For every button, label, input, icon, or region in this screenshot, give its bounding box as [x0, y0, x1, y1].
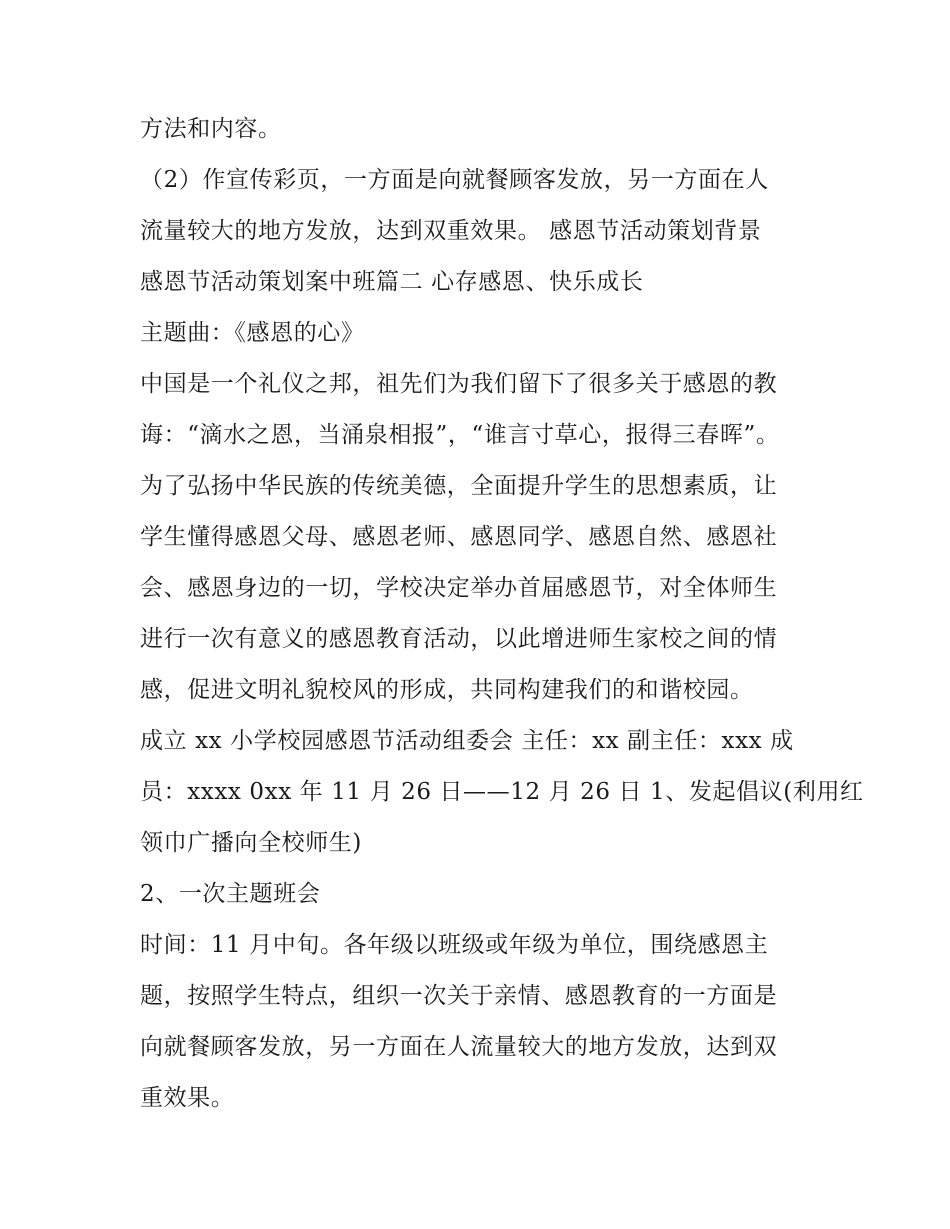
- document-page: [140, 104, 864, 1124]
- text-line: 为了弘扬中华民族的传统美德，全面提升学生的思想素质，让: [140, 473, 778, 499]
- text-line: 成立 xx 小学校园感恩节活动组委会 主任：xx 副主任：xxx 成: [140, 728, 794, 754]
- text-line: 会、感恩身边的一切，学校决定举办首届感恩节，对全体师生: [140, 575, 778, 601]
- text-line: 诲：“滴水之恩，当涌泉相报”，“谁言寸草心，报得三春晖”。: [140, 422, 780, 448]
- text-line: 2、一次主题班会: [140, 881, 321, 907]
- text-line: 员：xxxx 0xx 年 11 月 26 日——12 月 26 日 1、发起倡议(利用红: [140, 779, 864, 805]
- text-line: 领巾广播向全校师生): [140, 830, 362, 856]
- text-line: 重效果。: [140, 1085, 235, 1111]
- text-line: 主题曲：《感恩的心》: [140, 320, 365, 346]
- text-line: 学生懂得感恩父母、感恩老师、感恩同学、感恩自然、感恩社: [140, 524, 778, 550]
- text-line: 向就餐顾客发放，另一方面在人流量较大的地方发放，达到双: [140, 1034, 778, 1060]
- text-line: 题，按照学生特点，组织一次关于亲情、感恩教育的一方面是: [140, 983, 778, 1009]
- text-line: 感恩节活动策划案中班篇二 心存感恩、快乐成长: [140, 269, 644, 295]
- text-line: （2）作宣传彩页，一方面是向就餐顾客发放，另一方面在人: [140, 167, 769, 193]
- text-line: 时间：11 月中旬。各年级以班级或年级为单位，围绕感恩主: [140, 932, 769, 958]
- text-line: 进行一次有意义的感恩教育活动，以此增进师生家校之间的情: [140, 626, 778, 652]
- text-line: 感，促进文明礼貌校风的形成，共同构建我们的和谐校园。: [140, 677, 754, 703]
- text-line: 方法和内容。: [140, 116, 282, 142]
- text-line: 中国是一个礼仪之邦，祖先们为我们留下了很多关于感恩的教: [140, 371, 778, 397]
- text-line: 流量较大的地方发放，达到双重效果。 感恩节活动策划背景: [140, 218, 762, 244]
